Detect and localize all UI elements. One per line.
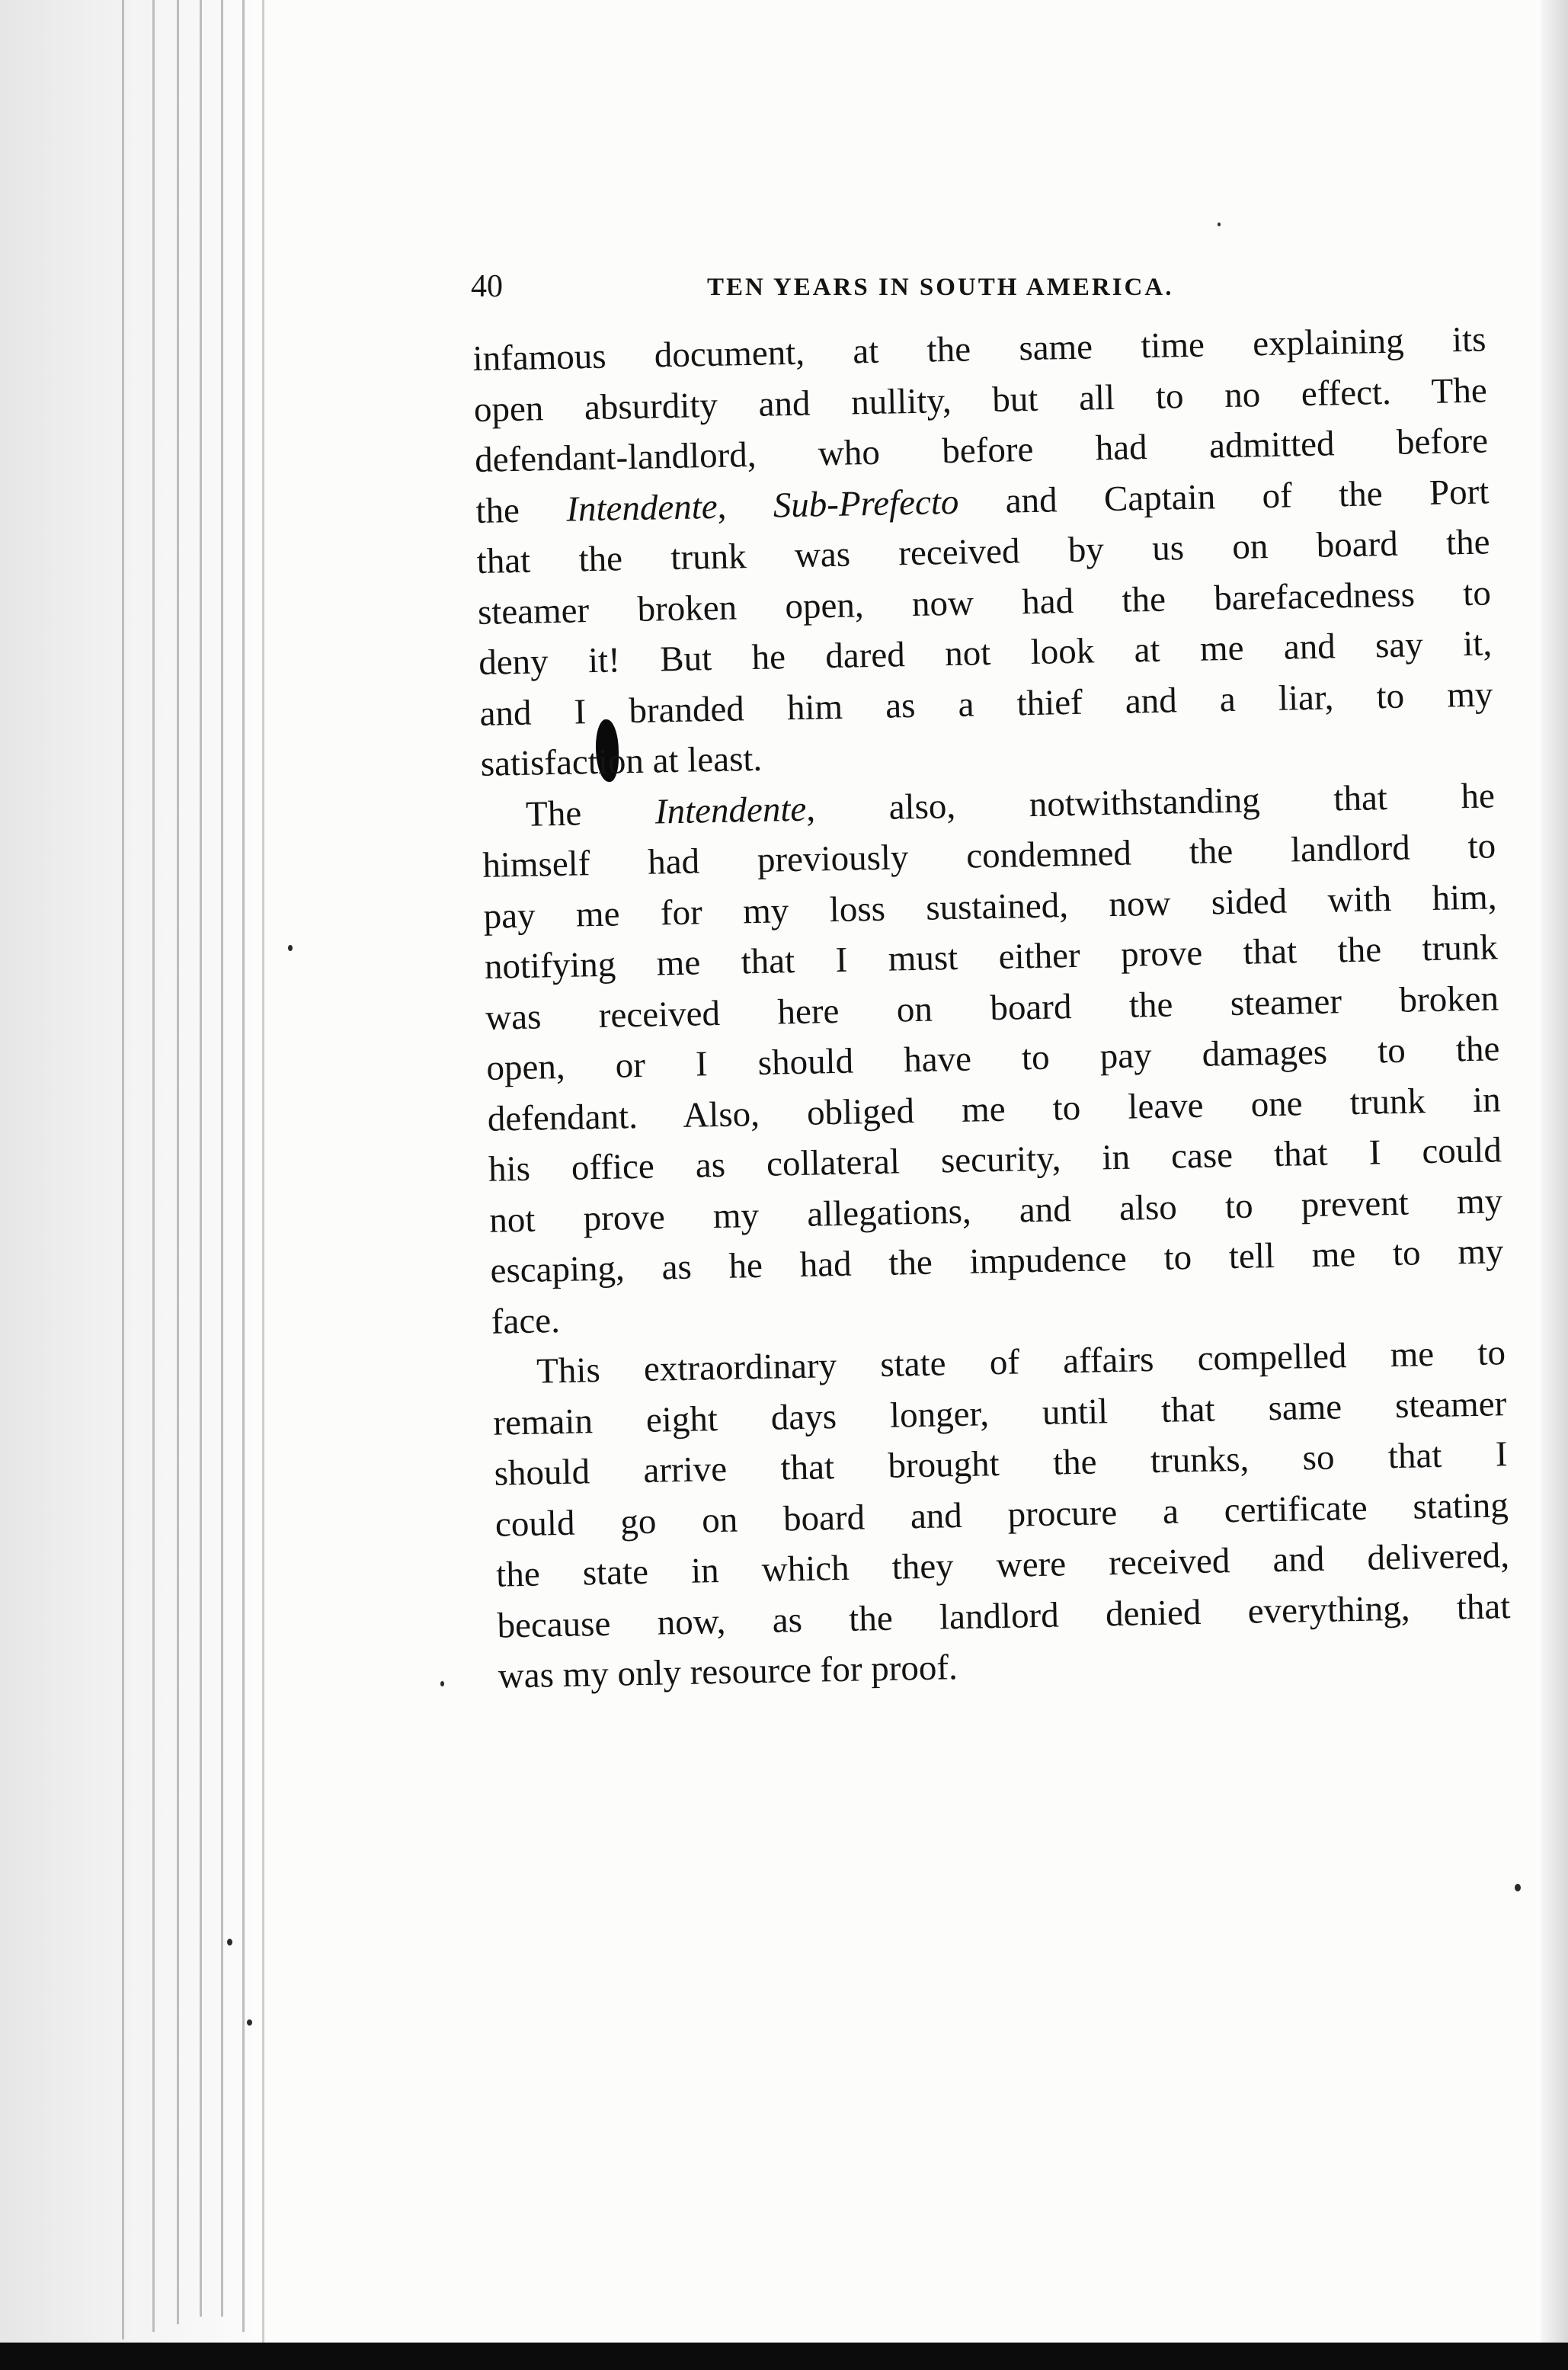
dust-speck (288, 945, 293, 951)
page-header (471, 265, 1492, 308)
text-line: infamous document, at the same time explaining its (472, 319, 1486, 379)
stacked-page-edges (0, 0, 251, 2370)
text-line: face. (491, 1300, 561, 1342)
text-line: himself had previously condemned the landlord to (482, 826, 1496, 886)
page-edge-line (122, 0, 124, 2340)
text-line: should arrive that brought the trunks, so that I (494, 1434, 1508, 1494)
page-number: 40 (471, 269, 503, 304)
text-line: was received here on board the steamer broken (485, 978, 1499, 1038)
text-line: the Intendente, Sub-Prefecto and Captain of the Port (475, 471, 1490, 531)
dust-speck (247, 2019, 252, 2026)
text-line: that the trunk was received by us on board the (476, 522, 1490, 581)
dust-speck (440, 1681, 444, 1686)
text-line: defendant-landlord, who before had admitted before (474, 421, 1489, 480)
dust-speck (1218, 223, 1221, 226)
italic-term: Intendente (565, 486, 718, 530)
page-edge-line (177, 0, 179, 2324)
text-line: pay me for my loss sustained, now sided with him, (483, 876, 1497, 937)
text-line: his office as collateral security, in case that I could (488, 1130, 1502, 1190)
italic-term: Intendente (654, 789, 807, 832)
text-line: was my only resource for proof. (498, 1648, 958, 1696)
body-text (472, 314, 1512, 1702)
text-line: and I branded him as a thief and a liar, to my (479, 674, 1493, 734)
page-edge-line (242, 0, 245, 2332)
text-line: deny it! But he dared not look at me and say it, (478, 623, 1493, 683)
text-line: escaping, as he had the impudence to tell me to my (490, 1231, 1504, 1291)
text-line: steamer broken open, now had the barefacedness to (477, 572, 1492, 633)
text-line: not prove my allegations, and also to prevent my (488, 1180, 1503, 1241)
page-edge-line (221, 0, 223, 2317)
text-line: defendant. Also, obliged me to leave one trunk in (487, 1079, 1502, 1139)
page-edge-line (262, 0, 264, 2347)
page-edge-line (152, 0, 155, 2332)
text-line: notifying me that I must either prove that the trunk (484, 927, 1499, 987)
text-line: because now, as the landlord denied everything, that (497, 1586, 1511, 1646)
text-line: the state in which they were received and delivered, (495, 1536, 1510, 1595)
italic-term: Sub-Prefecto (773, 482, 959, 525)
text-line: satisfaction at least. (480, 738, 763, 784)
text-line: could go on board and procure a certificate stating (494, 1484, 1509, 1545)
right-page-shadow (1541, 0, 1568, 2370)
page-edge-line (200, 0, 202, 2317)
running-head: TEN YEARS IN SOUTH AMERICA. (707, 274, 1174, 301)
text-line: remain eight days longer, until that same steamer (492, 1383, 1507, 1443)
text-line: This extraordinary state of affairs compelled me to (536, 1333, 1506, 1392)
text-line: open absurdity and nullity, but all to no effect. The (473, 370, 1488, 430)
text-line: The Intendente, also, notwithstanding that he (525, 775, 1496, 834)
dust-speck (1515, 1884, 1521, 1891)
text-line: open, or I should have to pay damages to the (486, 1029, 1500, 1088)
dust-speck (227, 1939, 232, 1946)
scanner-bottom-border (0, 2343, 1568, 2370)
